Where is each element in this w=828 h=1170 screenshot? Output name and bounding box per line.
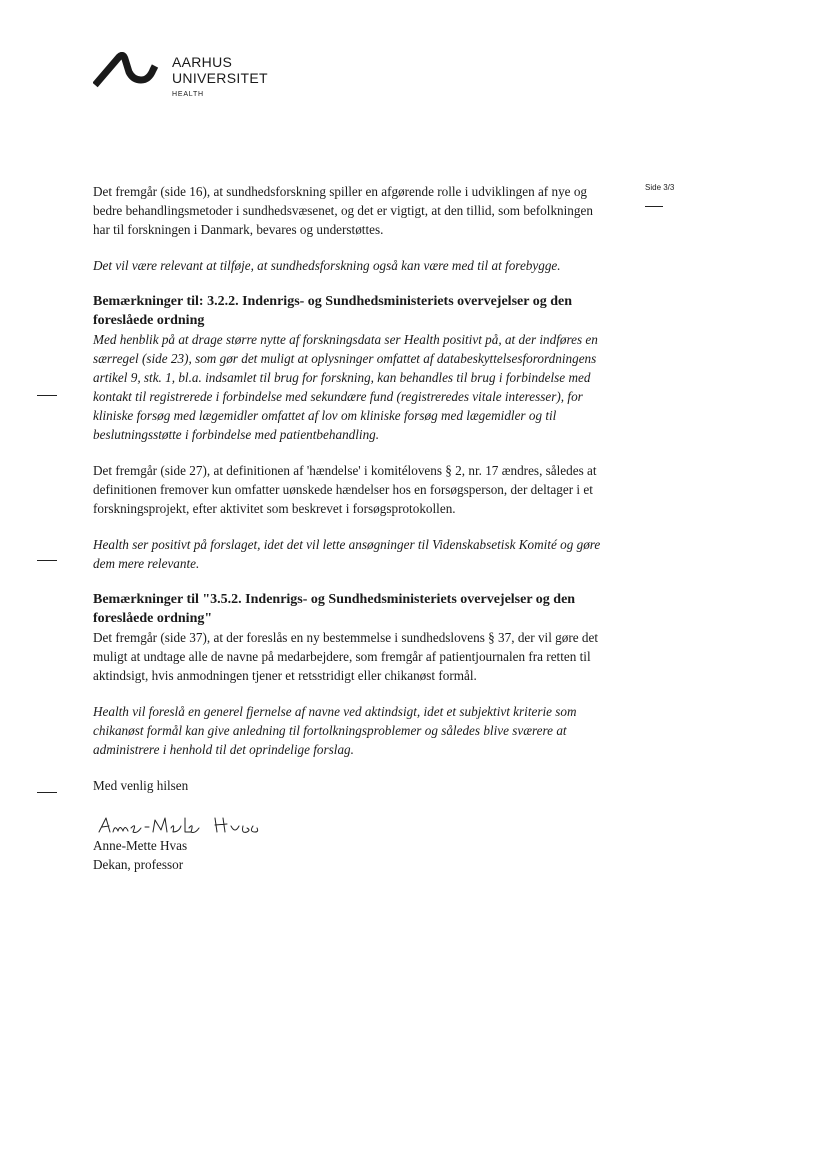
fold-mark-2 — [37, 560, 57, 561]
handwritten-signature — [95, 812, 265, 836]
heading-2: Bemærkninger til "3.5.2. Indenrigs- og Sundhedsministeriets overvejelser og den foreslåede ordning" — [93, 592, 576, 626]
fold-mark-1 — [37, 395, 57, 396]
heading-1: Bemærkninger til: 3.2.2. Indenrigs- og Sundhedsministeriets overvejelser og den foreslåede ordning — [93, 294, 572, 328]
page-number-rule — [645, 206, 663, 207]
paragraph-1: Det fremgår (side 16), at sundhedsforskning spiller en afgørende rolle i udviklingen af nye og bedre behandlingsmetoder i sundhedsvæsenet, og det er vigtigt, at den tillid, som befolkningen har til forskningen i Danmark, bevares og understøttes. — [93, 184, 593, 237]
logo-health: HEALTH — [172, 91, 204, 98]
paragraph-2: Det vil være relevant at tilføje, at sundhedsforskning også kan være med til at forebygge. — [93, 258, 561, 273]
paragraph-4: Det fremgår (side 27), at definitionen af 'hændelse' i komitélovens § 2, nr. 17 ændres, således at definitionen fremover kun omfatter uønskede hændelser hos en forsøgsperson, der deltager i et forskningsprojekt, efter aktivitet som beskrevet i forsøgsprotokollen. — [93, 463, 597, 516]
logo-aarhus: AARHUS — [172, 54, 233, 70]
closing: Med venlig hilsen — [93, 778, 189, 793]
paragraph-6: Det fremgår (side 37), at der foreslås en ny bestemmelse i sundhedslovens § 37, der vil gøre det muligt at undtage alle de navne på medarbejdere, som fremgår af patientjournalen fra retten til aktindsigt, hvis anmodningen tjener et retsstridigt eller chikanøst formål. — [93, 630, 599, 683]
aarhus-university-logo — [93, 52, 293, 112]
paragraph-7: Health vil foreslå en generel fjernelse af navne ved aktindsigt, idet et subjektivt kriterie som chikanøst formål kan give anledning til fortolkningsproblemer og således blive sværere at administrere i henhold til det oprindelige forslag. — [93, 704, 577, 757]
letter-body — [93, 182, 613, 874]
logo-universitet: UNIVERSITET — [172, 70, 268, 86]
signature-block — [93, 812, 613, 874]
paragraph-3: Med henblik på at drage større nytte af forskningsdata ser Health positivt på, at der indføres en særregel (side 23), som gør det muligt at oplysninger omfattet af databeskyttelsesforordningens artikel 9, stk. 1, bl.a. indsamlet til brug for forskning, kan behandles til brug i forbindelse med kontakt til registrerede i forbindelse med sekundære fund (registreredes vitale interesser), for kliniske forsøg med lægemidler omfattet af lov om kliniske forsøg med lægemidler og til beslutningsstøtte i forbindelse med patientbehandling. — [93, 332, 598, 442]
au-logo-mark-icon — [93, 52, 165, 88]
signer-name: Anne-Mette Hvas — [93, 838, 188, 853]
page-number: Side 3/3 — [645, 183, 675, 192]
signer-title: Dekan, professor — [93, 857, 184, 872]
paragraph-5: Health ser positivt på forslaget, idet det vil lette ansøgninger til Videnskabsetisk Komité og gøre dem mere relevante. — [93, 537, 601, 571]
fold-mark-3 — [37, 792, 57, 793]
